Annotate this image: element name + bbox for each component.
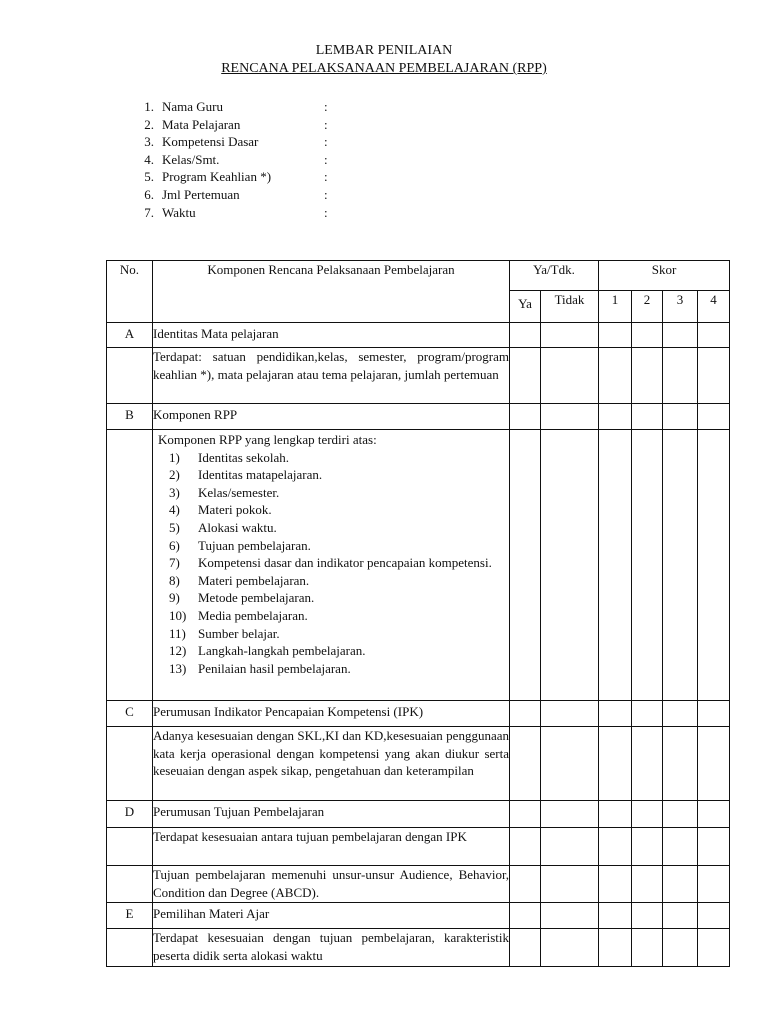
info-field-label: Program Keahlian *) [162, 169, 272, 185]
tidak-cell[interactable] [541, 727, 599, 801]
tidak-cell[interactable] [541, 430, 599, 701]
list-item [158, 466, 505, 484]
info-field-label: Nama Guru [162, 99, 224, 114]
score-cell[interactable] [698, 828, 730, 866]
criteria-code [107, 348, 153, 404]
document-title: LEMBAR PENILAIAN [315, 43, 453, 58]
list-item-text: Alokasi waktu. [198, 519, 277, 535]
criteria-row [107, 430, 730, 701]
list-item [158, 607, 505, 625]
list-item-text: Kelas/semester. [198, 484, 280, 500]
header-tidak: Tidak [541, 291, 599, 323]
list-item-text: Materi pembelajaran. [198, 572, 310, 588]
ya-cell[interactable] [510, 701, 541, 727]
list-item [158, 625, 505, 643]
score-cell[interactable] [632, 323, 663, 348]
criteria-text: Terdapat: satuan pendidikan,kelas, semester, program/program keahlian *), mata pelajaran atau tema pelajaran, jumlah pertemuan [153, 348, 510, 404]
tidak-cell[interactable] [541, 828, 599, 866]
component-list [158, 449, 505, 678]
header-score-3: 3 [663, 291, 698, 323]
score-cell[interactable] [698, 404, 730, 430]
list-item-number: 7) [169, 555, 180, 571]
ya-cell[interactable] [510, 404, 541, 430]
score-cell[interactable] [698, 801, 730, 828]
score-cell[interactable] [663, 404, 698, 430]
info-field-number: 5. [144, 169, 154, 185]
info-field-number: 2. [144, 116, 154, 132]
list-item-text: Metode pembelajaran. [198, 590, 315, 606]
info-field-number: 4. [144, 151, 154, 167]
criteria-code [107, 929, 153, 967]
criteria-code [107, 430, 153, 701]
header-skor: Skor [599, 261, 730, 291]
criteria-text: Terdapat kesesuaian dengan tujuan pembelajaran, karakteristik peserta didik serta alokasi waktu [153, 929, 510, 967]
header-score-4: 4 [698, 291, 730, 323]
tidak-cell[interactable] [541, 929, 599, 967]
section-row [107, 323, 730, 348]
criteria-row [107, 866, 730, 903]
info-field-separator: : [324, 169, 328, 185]
info-field-label: Waktu [162, 204, 196, 220]
list-item-number: 13) [169, 660, 187, 676]
score-cell[interactable] [698, 929, 730, 967]
info-field-number: 3. [144, 134, 154, 150]
score-cell[interactable] [663, 701, 698, 727]
list-item-number: 1) [169, 449, 180, 465]
info-field-number: 6. [144, 186, 154, 202]
document-subtitle: RENCANA PELAKSANAAN PEMBELAJARAN (RPP) [221, 61, 547, 76]
score-cell[interactable] [632, 866, 663, 903]
info-field-number: 1. [144, 99, 154, 114]
list-item-text: Kompetensi dasar dan indikator pencapaian kompetensi. [198, 555, 492, 571]
score-cell[interactable] [663, 929, 698, 967]
criteria-row [107, 828, 730, 866]
score-cell[interactable] [698, 903, 730, 929]
list-item-text: Penilaian hasil pembelajaran. [198, 660, 351, 676]
info-field-separator: : [324, 204, 328, 220]
list-item-number: 6) [169, 537, 180, 553]
list-item-number: 8) [169, 572, 180, 588]
list-item-number: 9) [169, 590, 180, 606]
list-item [158, 642, 505, 660]
score-cell[interactable] [632, 828, 663, 866]
tidak-cell[interactable] [541, 866, 599, 903]
ya-cell[interactable] [510, 727, 541, 801]
section-code: B [107, 404, 153, 430]
score-cell[interactable] [599, 430, 632, 701]
score-cell[interactable] [632, 348, 663, 404]
list-item-number: 12) [169, 643, 187, 659]
info-field-nama-guru [136, 98, 396, 116]
info-field-number: 7. [144, 204, 154, 220]
score-cell[interactable] [698, 866, 730, 903]
score-cell[interactable] [632, 801, 663, 828]
list-item-text: Tujuan pembelajaran. [198, 537, 311, 553]
score-cell[interactable] [599, 348, 632, 404]
score-cell[interactable] [599, 404, 632, 430]
list-item [158, 572, 505, 590]
section-code: D [107, 801, 153, 828]
info-field-label: Kelas/Smt. [162, 151, 220, 167]
score-cell[interactable] [599, 701, 632, 727]
ya-cell[interactable] [510, 801, 541, 828]
section-code: A [107, 323, 153, 348]
score-cell[interactable] [632, 727, 663, 801]
info-field-kelas-smt [136, 151, 396, 169]
ya-cell[interactable] [510, 828, 541, 866]
score-cell[interactable] [663, 430, 698, 701]
ya-cell[interactable] [510, 323, 541, 348]
header-ya-tdk: Ya/Tdk. [510, 261, 599, 291]
header-component: Komponen Rencana Pelaksanaan Pembelajaran [153, 261, 510, 323]
list-item [158, 501, 505, 519]
assessment-table [106, 260, 730, 967]
list-item-number: 11) [169, 625, 186, 641]
tidak-cell[interactable] [541, 903, 599, 929]
ya-cell[interactable] [510, 929, 541, 967]
ya-cell[interactable] [510, 430, 541, 701]
criteria-row [107, 929, 730, 967]
section-row [107, 801, 730, 828]
section-code: E [107, 903, 153, 929]
list-item-number: 10) [169, 607, 187, 623]
list-item-text: Media pembelajaran. [198, 607, 308, 623]
info-field-separator: : [324, 116, 328, 132]
criteria-text: Tujuan pembelajaran memenuhi unsur-unsur Audience, Behavior, Condition dan Degree (ABCD). [153, 866, 510, 903]
criteria-code [107, 866, 153, 903]
list-item-number: 4) [169, 502, 180, 518]
tidak-cell[interactable] [541, 348, 599, 404]
info-field-kompetensi-dasar [136, 133, 396, 151]
list-item [158, 537, 505, 555]
criteria-row [107, 348, 730, 404]
list-item [158, 554, 505, 572]
section-title: Identitas Mata pelajaran [153, 323, 510, 348]
info-field-separator: : [324, 134, 328, 150]
header-score-2: 2 [632, 291, 663, 323]
list-item [158, 589, 505, 607]
score-cell[interactable] [632, 903, 663, 929]
section-row [107, 701, 730, 727]
info-field-separator: : [324, 99, 328, 114]
criteria-text: Adanya kesesuaian dengan SKL,KI dan KD,kesesuaian penggunaan kata kerja operasional dengan kompetensi yang akan diukur serta keseuaian dengan aspek sikap, pengetahuan dan keterampilan [153, 727, 510, 801]
score-cell[interactable] [663, 323, 698, 348]
score-cell[interactable] [632, 404, 663, 430]
list-item-number: 2) [169, 467, 180, 483]
info-field-program-keahlian [136, 168, 396, 186]
score-cell[interactable] [698, 701, 730, 727]
criteria-list-cell [153, 430, 510, 701]
score-cell[interactable] [698, 348, 730, 404]
criteria-row [107, 727, 730, 801]
ya-cell[interactable] [510, 348, 541, 404]
score-cell[interactable] [632, 430, 663, 701]
score-cell[interactable] [663, 801, 698, 828]
ya-cell[interactable] [510, 903, 541, 929]
header-ya: Ya [510, 291, 541, 323]
header-no: No. [107, 261, 153, 323]
info-field-separator: : [324, 186, 328, 202]
info-field-waktu [136, 204, 396, 222]
section-row [107, 903, 730, 929]
criteria-intro: Komponen RPP yang lengkap terdiri atas: [158, 432, 377, 447]
score-cell[interactable] [663, 348, 698, 404]
list-item [158, 660, 505, 678]
score-cell[interactable] [632, 701, 663, 727]
list-item [158, 484, 505, 502]
section-code: C [107, 701, 153, 727]
info-field-label: Mata Pelajaran [162, 116, 241, 132]
score-cell[interactable] [599, 929, 632, 967]
criteria-code [107, 828, 153, 866]
list-item-text: Sumber belajar. [198, 625, 280, 641]
score-cell[interactable] [599, 903, 632, 929]
tidak-cell[interactable] [541, 323, 599, 348]
criteria-code [107, 727, 153, 801]
score-cell[interactable] [599, 727, 632, 801]
score-cell[interactable] [632, 929, 663, 967]
tidak-cell[interactable] [541, 801, 599, 828]
tidak-cell[interactable] [541, 404, 599, 430]
list-item [158, 449, 505, 467]
section-title: Perumusan Tujuan Pembelajaran [153, 801, 510, 828]
list-item-number: 5) [169, 519, 180, 535]
score-cell[interactable] [698, 727, 730, 801]
tidak-cell[interactable] [541, 701, 599, 727]
info-field-label: Jml Pertemuan [162, 186, 240, 202]
score-cell[interactable] [599, 323, 632, 348]
score-cell[interactable] [663, 866, 698, 903]
score-cell[interactable] [599, 828, 632, 866]
info-fields [136, 98, 396, 221]
list-item-text: Identitas sekolah. [198, 449, 289, 465]
list-item [158, 519, 505, 537]
info-field-jml-pertemuan [136, 186, 396, 204]
score-cell[interactable] [599, 801, 632, 828]
score-cell[interactable] [698, 430, 730, 701]
header-score-1: 1 [599, 291, 632, 323]
criteria-text: Terdapat kesesuaian antara tujuan pembelajaran dengan IPK [153, 828, 510, 866]
score-cell[interactable] [663, 903, 698, 929]
section-title: Pemilihan Materi Ajar [153, 903, 510, 929]
score-cell[interactable] [663, 828, 698, 866]
section-row [107, 404, 730, 430]
info-field-mata-pelajaran [136, 116, 396, 134]
list-item-text: Langkah-langkah pembelajaran. [198, 643, 366, 659]
list-item-number: 3) [169, 484, 180, 500]
score-cell[interactable] [698, 323, 730, 348]
score-cell[interactable] [599, 866, 632, 903]
section-title: Komponen RPP [153, 404, 510, 430]
table-header-row [107, 261, 730, 291]
info-field-label: Kompetensi Dasar [162, 134, 259, 150]
score-cell[interactable] [663, 727, 698, 801]
ya-cell[interactable] [510, 866, 541, 903]
list-item-text: Materi pokok. [198, 502, 272, 518]
info-field-separator: : [324, 151, 328, 167]
list-item-text: Identitas matapelajaran. [198, 467, 323, 483]
section-title: Perumusan Indikator Pencapaian Kompetensi (IPK) [153, 701, 510, 727]
